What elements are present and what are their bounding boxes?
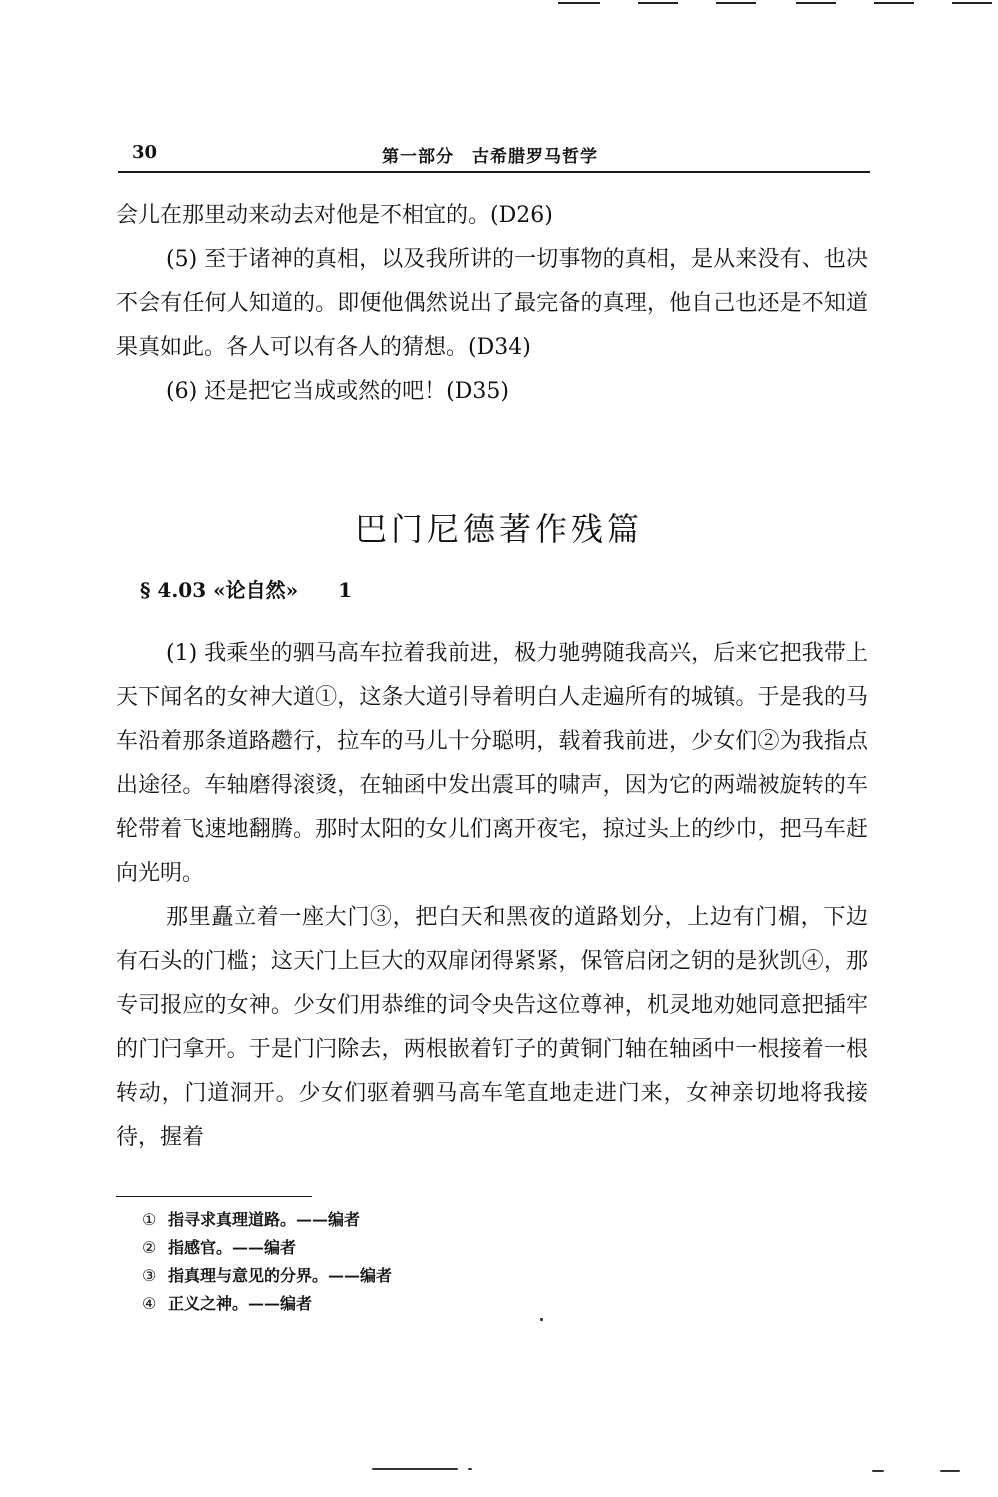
footnote-text: 指寻求真理道路。——编者 bbox=[168, 1210, 361, 1229]
scan-speck bbox=[468, 1468, 472, 1470]
paragraph: (6) 还是把它当成或然的吧！(D35) bbox=[166, 379, 509, 404]
footnote-marker: ③ bbox=[142, 1266, 157, 1285]
page-number: 30 bbox=[132, 142, 158, 163]
footnote-marker: ① bbox=[142, 1210, 157, 1229]
footnote bbox=[142, 1206, 392, 1234]
scan-edge-marks bbox=[548, 2, 998, 8]
running-head bbox=[110, 136, 870, 176]
footnote bbox=[142, 1262, 392, 1290]
section-subheading bbox=[140, 574, 352, 603]
paragraph: 会儿在那里动来动去对他是不相宜的。(D26) bbox=[116, 203, 553, 228]
paragraph: 那里矗立着一座大门③，把白天和黑夜的道路划分，上边有门楣，下边有石头的门槛；这天门上巨大的双扉闭得紧紧，保管启闭之钥的是狄凯④，那专司报应的女神。少女们用恭维的词令央告这位尊神，机灵地劝她同意把插牢的门闩拿开。于是门闩除去，两根嵌着钉子的黄铜门轴在轴函中一根接着一根转动，门道洞开。少女们驱着驷马高车笔直地走进门来，女神亲切地将我接待，握着 bbox=[116, 905, 868, 1150]
footnote-marker: ④ bbox=[142, 1294, 157, 1313]
fragment-text bbox=[116, 632, 868, 1160]
footnote-marker: ② bbox=[142, 1238, 157, 1257]
footnote-text: 正义之神。——编者 bbox=[168, 1294, 313, 1313]
paragraph: (5) 至于诸神的真相，以及我所讲的一切事物的真相，是从来没有、也决不会有任何人知道的。即便他偶然说出了最完备的真理，他自己也还是不知道果真如此。各人可以有各人的猜想。(D34) bbox=[116, 247, 868, 360]
footnote-text: 指感官。——编者 bbox=[168, 1238, 297, 1257]
footnote-text: 指真理与意见的分界。——编者 bbox=[168, 1266, 393, 1285]
section-title: 巴门尼德著作残篇 bbox=[354, 510, 643, 548]
scan-speck bbox=[372, 1468, 458, 1470]
scan-speck bbox=[540, 1318, 543, 1321]
scan-speck bbox=[940, 1470, 960, 1472]
footnote bbox=[142, 1290, 392, 1318]
footnote bbox=[142, 1234, 392, 1262]
header-rule bbox=[118, 171, 870, 173]
footnote-rule bbox=[116, 1196, 312, 1197]
running-title: 第一部分 古希腊罗马哲学 bbox=[382, 147, 598, 167]
subheading-label: § 4.03 «论自然» bbox=[140, 578, 299, 602]
continuation-text bbox=[116, 194, 868, 414]
paragraph: (1) 我乘坐的驷马高车拉着我前进，极力驰骋随我高兴，后来它把我带上天下闻名的女神大道①，这条大道引导着明白人走遍所有的城镇。于是我的马车沿着那条道路趱行，拉车的马儿十分聪明，载着我前进，少女们②为我指点出途径。车轴磨得滚烫，在轴函中发出震耳的啸声，因为它的两端被旋转的车轮带着飞速地翻腾。那时太阳的女儿们离开夜宅，掠过头上的纱巾，把马车赶向光明。 bbox=[116, 641, 868, 886]
scan-speck bbox=[872, 1470, 884, 1472]
fragment-number: 1 bbox=[338, 578, 353, 602]
footnotes bbox=[142, 1206, 392, 1318]
